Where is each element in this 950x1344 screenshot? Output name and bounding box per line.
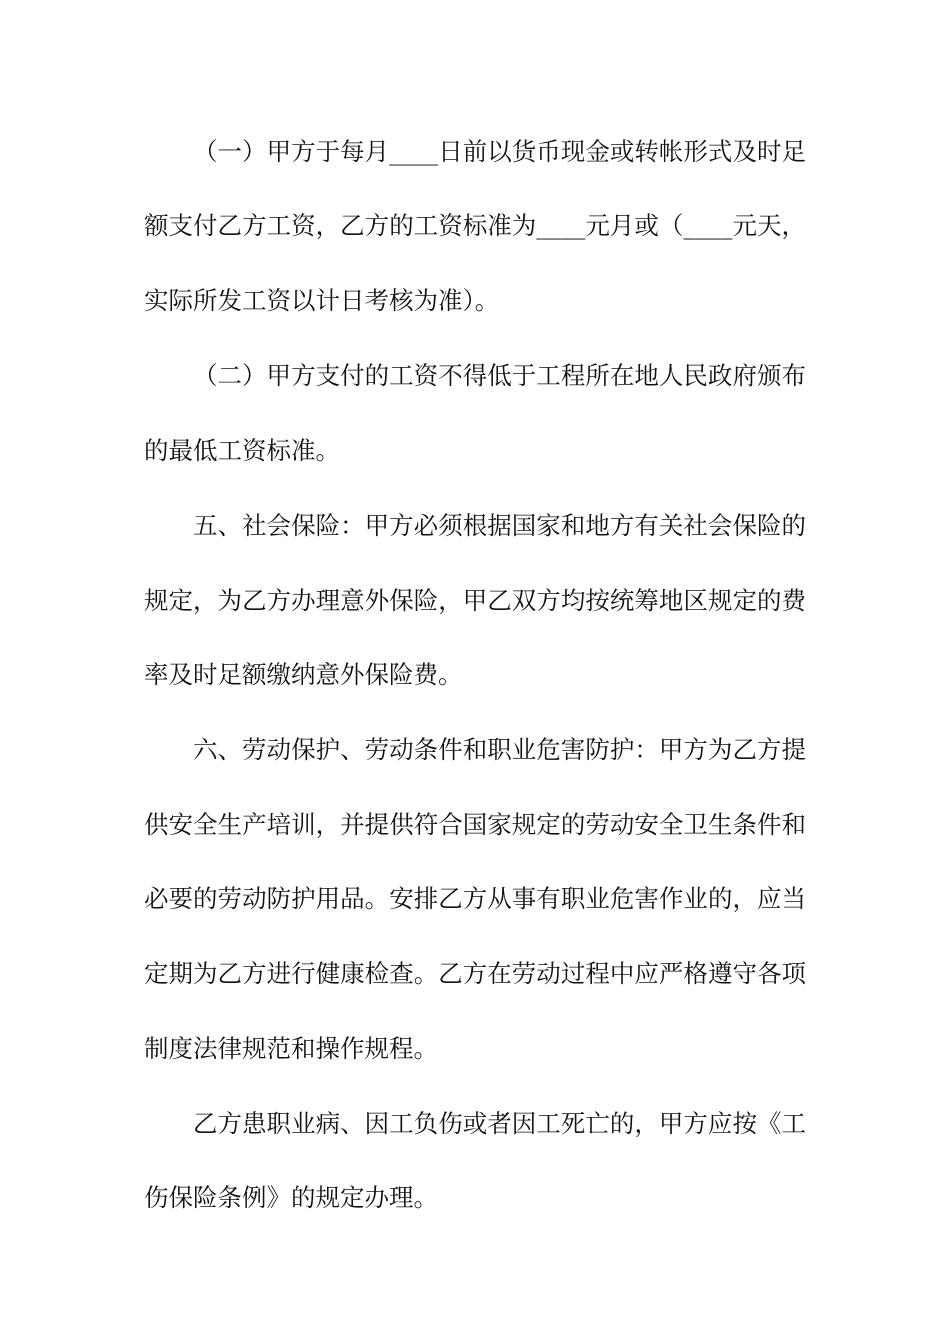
paragraph-3-line-2: 规定，为乙方办理意外保险，甲乙双方均按统筹地区规定的费 xyxy=(144,586,806,615)
paragraph-3-line-3: 率及时足额缴纳意外保险费。 xyxy=(144,660,463,689)
paragraph-5-line-2: 伤保险条例》的规定办理。 xyxy=(144,1183,438,1212)
paragraph-5-line-1: 乙方患职业病、因工负伤或者因工死亡的，甲方应按《工 xyxy=(193,1109,806,1138)
paragraph-1-line-2: 额支付乙方工资，乙方的工资标准为____元月或（____元天， xyxy=(144,211,806,240)
paragraph-3-line-1: 五、社会保险：甲方必须根据国家和地方有关社会保险的 xyxy=(193,511,806,540)
paragraph-4-line-5: 制度法律规范和操作规程。 xyxy=(144,1034,438,1063)
paragraph-2-line-2: 的最低工资标准。 xyxy=(144,436,340,465)
paragraph-4-line-1: 六、劳动保护、劳动条件和职业危害防护：甲方为乙方提 xyxy=(193,735,806,764)
paragraph-1-line-1: （一）甲方于每月____日前以货币现金或转帐形式及时足 xyxy=(193,137,806,166)
paragraph-2-line-1: （二）甲方支付的工资不得低于工程所在地人民政府颁布 xyxy=(193,361,806,390)
paragraph-4-line-4: 定期为乙方进行健康检查。乙方在劳动过程中应严格遵守各项 xyxy=(144,959,806,988)
paragraph-4-line-3: 必要的劳动防护用品。安排乙方从事有职业危害作业的，应当 xyxy=(144,884,806,913)
paragraph-1-line-3: 实际所发工资以计日考核为准）。 xyxy=(144,286,500,315)
paragraph-4-line-2: 供安全生产培训，并提供符合国家规定的劳动安全卫生条件和 xyxy=(144,810,806,839)
